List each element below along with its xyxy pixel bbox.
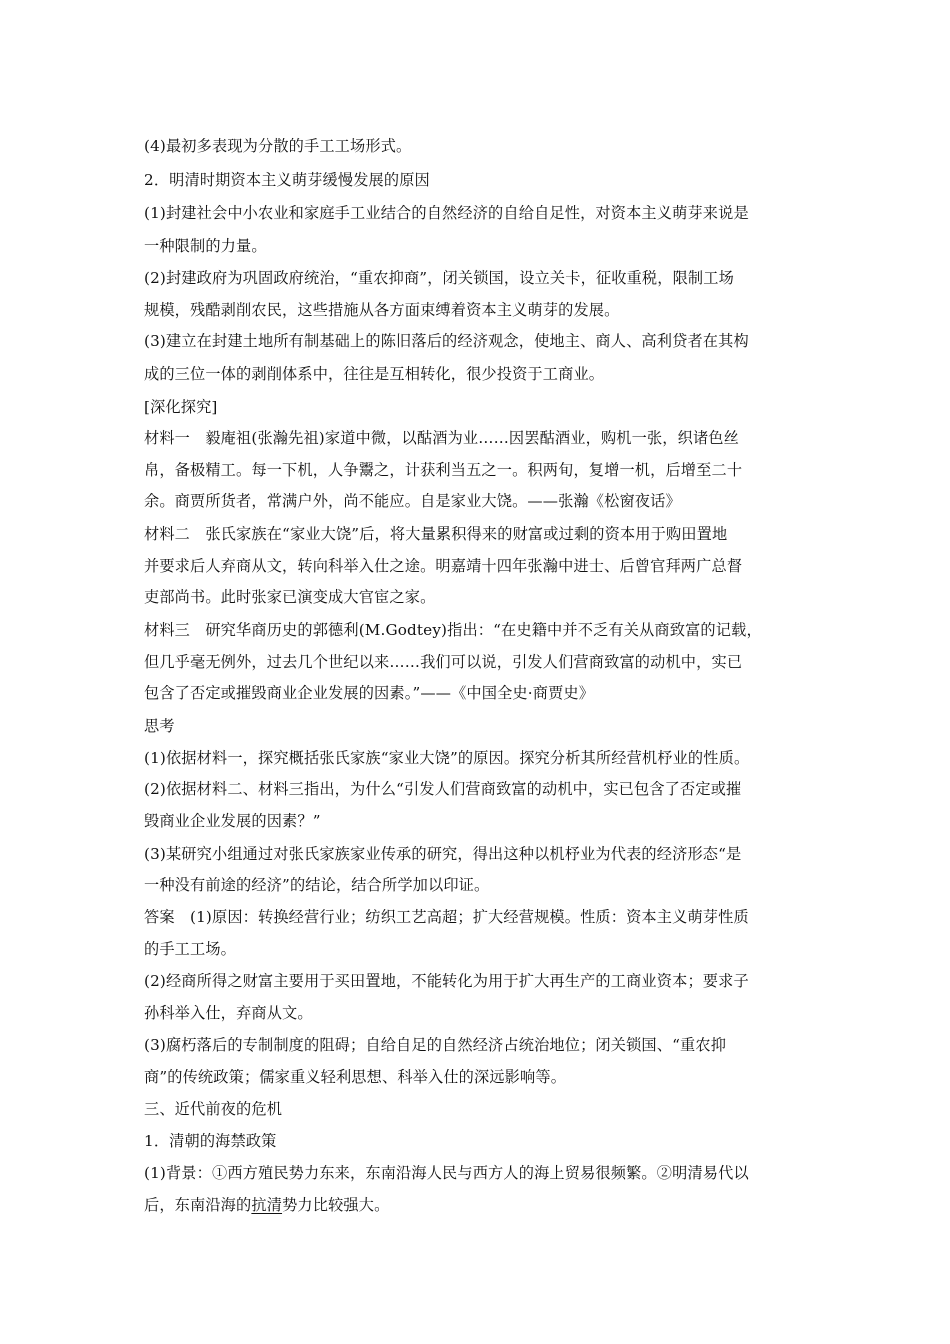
text-line: (3)某研究小组通过对张氏家族家业传承的研究，得出这种以机杼业为代表的经济形态“是 xyxy=(144,845,742,863)
text-line: 规模，残酷剥削农民，这些措施从各方面束缚着资本主义萌芽的发展。 xyxy=(144,301,620,319)
text-line: 但几乎毫无例外，过去几个世纪以来……我们可以说，引发人们营商致富的动机中，实已 xyxy=(144,653,743,671)
text-line: 余。商贾所货者，常满户外，尚不能应。自是家业大饶。——张瀚《松窗夜话》 xyxy=(144,492,681,510)
text-line: 孙科举入仕，弃商从文。 xyxy=(144,1004,313,1022)
text-line: 包含了否定或摧毁商业企业发展的因素。”——《中国全史·商贾史》 xyxy=(144,684,595,702)
text-line: 材料三 研究华商历史的郭德利(M.Godtey)指出：“在史籍中并不乏有关从商致富的记载， xyxy=(144,621,762,639)
section-heading: 三、近代前夜的危机 xyxy=(144,1100,283,1118)
text-segment: 势力比较强大。 xyxy=(282,1196,390,1214)
text-line: 的手工工场。 xyxy=(144,940,237,958)
text-line: (2)封建政府为巩固政府统治，“重农抑商”，闭关锁国，设立关卡，征收重税，限制工场 xyxy=(144,269,734,287)
text-line: 一种限制的力量。 xyxy=(144,237,267,255)
text-line: (1)依据材料一，探究概括张氏家族“家业大饶”的原因。探究分析其所经营机杼业的性质。 xyxy=(144,749,750,767)
text-segment: 后，东南沿海的 xyxy=(144,1196,252,1214)
text-line: 毁商业企业发展的因素？” xyxy=(144,812,321,830)
text-line: (2)经商所得之财富主要用于买田置地，不能转化为用于扩大再生产的工商业资本；要求子 xyxy=(144,972,749,990)
text-line: (4)最初多表现为分散的手工工场形式。 xyxy=(144,137,412,155)
text-line: 成的三位一体的剥削体系中，往往是互相转化，很少投资于工商业。 xyxy=(144,365,605,383)
underlined-term: 抗清 xyxy=(251,1196,283,1214)
text-line: 材料一 毅庵祖(张瀚先祖)家道中微，以酤酒为业……因罢酤酒业，购机一张，织诸色丝 xyxy=(144,429,739,447)
text-line: 并要求后人弃商从文，转向科举入仕之途。明嘉靖十四年张瀚中进士、后曾官拜两广总督 xyxy=(144,557,743,575)
answer-line: 答案 (1)原因：转换经营行业；纺织工艺高超；扩大经营规模。性质：资本主义萌芽性质 xyxy=(144,908,749,926)
text-line: (3)建立在封建土地所有制基础上的陈旧落后的经济观念，使地主、商人、高利贷者在其构 xyxy=(144,332,749,350)
section-heading: 思考 xyxy=(144,717,175,735)
section-heading: [深化探究] xyxy=(144,398,218,416)
text-line: (3)腐朽落后的专制制度的阻碍；自给自足的自然经济占统治地位；闭关锁国、“重农抑 xyxy=(144,1036,727,1054)
text-line: (1)背景：①西方殖民势力东来，东南沿海人民与西方人的海上贸易很频繁。②明清易代以 xyxy=(144,1164,749,1182)
text-line: 商”的传统政策；儒家重义轻利思想、科举入仕的深远影响等。 xyxy=(144,1068,567,1086)
text-line: 材料二 张氏家族在“家业大饶”后，将大量累积得来的财富或过剩的资本用于购田置地 xyxy=(144,525,728,543)
text-line: (1)封建社会中小农业和家庭手工业结合的自然经济的自给自足性，对资本主义萌芽来说是 xyxy=(144,204,749,222)
text-line xyxy=(144,1195,814,1215)
text-line: 帛，备极精工。每一下机，人争鬻之，计获利当五之一。积两旬，复增一机，后增至二十 xyxy=(144,461,743,479)
text-line: (2)依据材料二、材料三指出，为什么“引发人们营商致富的动机中，实已包含了否定或摧 xyxy=(144,780,742,798)
text-line: 2．明清时期资本主义萌芽缓慢发展的原因 xyxy=(144,171,430,189)
text-line: 一种没有前途的经济”的结论，结合所学加以印证。 xyxy=(144,876,490,894)
subsection-heading: 1．清朝的海禁政策 xyxy=(144,1132,277,1150)
text-line: 吏部尚书。此时张家已演变成大官宦之家。 xyxy=(144,588,436,606)
